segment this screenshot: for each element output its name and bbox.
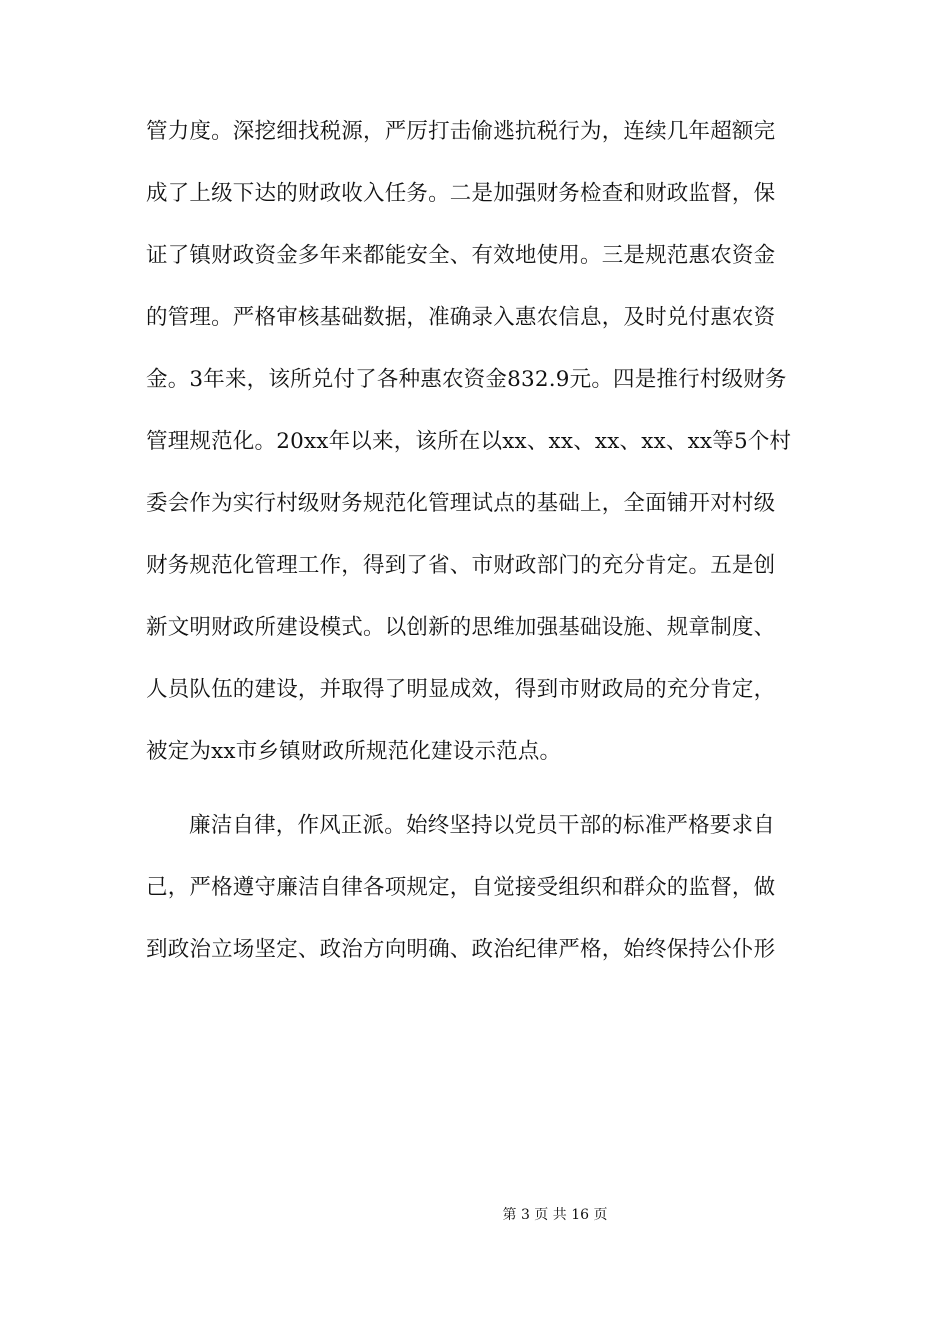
text-line: 廉洁自律，作风正派。始终坚持以党员干部的标准严格要求自 [189, 813, 775, 838]
paragraph-gap [146, 792, 810, 804]
text-line: 证了镇财政资金多年来都能安全、有效地使用。三是规范惠农资金 [146, 243, 776, 268]
text-line: 金。3年来，该所兑付了各种惠农资金832.9元。四是推行村级财务 [146, 367, 787, 392]
text-line: 人员队伍的建设，并取得了明显成效，得到市财政局的充分肯定， [146, 677, 776, 702]
body-text [146, 110, 810, 990]
text-line: 成了上级下达的财政收入任务。二是加强财务检查和财政监督，保 [146, 181, 776, 206]
text-line: 财务规范化管理工作，得到了省、市财政部门的充分肯定。五是创 [146, 553, 776, 578]
paragraph-2 [146, 804, 810, 990]
text-line: 新文明财政所建设模式。以创新的思维加强基础设施、规章制度、 [146, 615, 776, 640]
text-line: 被定为xx市乡镇财政所规范化建设示范点。 [146, 739, 562, 764]
paragraph-1 [146, 110, 810, 792]
text-line: 的管理。严格审核基础数据，准确录入惠农信息，及时兑付惠农资 [146, 305, 776, 330]
text-line: 到政治立场坚定、政治方向明确、政治纪律严格，始终保持公仆形 [146, 937, 776, 962]
page-number-footer: 第 3 页 共 16 页 [502, 1207, 608, 1223]
text-line: 己，严格遵守廉洁自律各项规定，自觉接受组织和群众的监督，做 [146, 875, 776, 900]
text-line: 管理规范化。20xx年以来，该所在以xx、xx、xx、xx、xx等5个村 [146, 429, 792, 454]
text-line: 委会作为实行村级财务规范化管理试点的基础上，全面铺开对村级 [146, 491, 776, 516]
text-line: 管力度。深挖细找税源，严厉打击偷逃抗税行为，连续几年超额完 [146, 119, 776, 144]
